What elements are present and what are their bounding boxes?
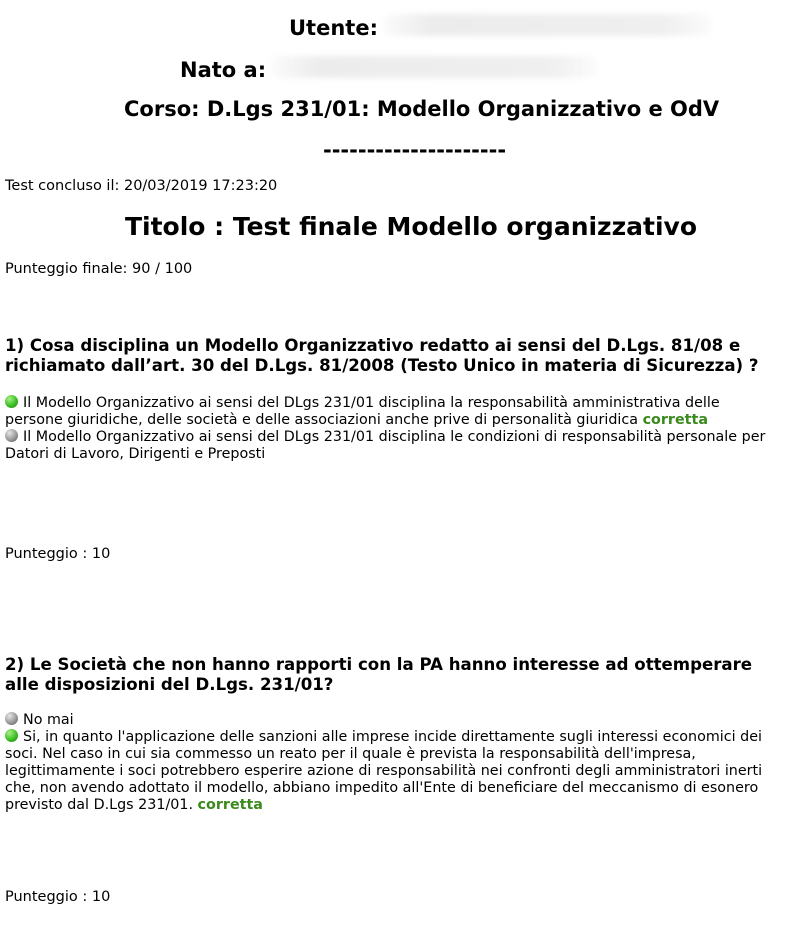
answer-item [5,729,775,814]
answer-text: Si, in quanto l'applicazione delle sanzioni alle imprese incide direttamente sugli interessi economici dei soci. Nel caso in cui sia commesso un reato per il quale è prevista la responsabilità dell'impresa, legittimamente i soci potrebbero esperire azione di responsabilità nei confronti degli amministratori inerti che, non avendo adottato il modello, abbiano impedito all'Ente di beneficiare del meccanismo di esonero previsto dal D.Lgs 231/01. [5,729,763,813]
born-label: Nato a: [180,58,267,82]
question-1-score: Punteggio : 10 [5,546,111,562]
neutral-status-icon [5,712,18,725]
question-2-text: 2) Le Società che non hanno rapporti con la PA hanno interesse ad ottemperare alle disposizioni del D.Lgs. 231/01? [5,655,753,694]
question-2-score: Punteggio : 10 [5,889,111,905]
question-1-answers [5,395,775,463]
answer-text: Il Modello Organizzativo ai sensi del DLgs 231/01 disciplina la responsabilità amministrativa delle persone giuridiche, delle società e delle associazioni anche prive di personalità giuridica [5,395,720,428]
separator-line: --------------------- [323,138,507,162]
user-label: Utente: [289,16,378,40]
correct-tag: corretta [642,412,708,428]
question-1-text: 1) Cosa disciplina un Modello Organizzativo redatto ai sensi del D.Lgs. 81/08 e richiamato dall’art. 30 del D.Lgs. 81/2008 (Testo Unico in materia di Sicurezza) ? [5,336,759,375]
answer-text: Il Modello Organizzativo ai sensi del DLgs 231/01 disciplina le condizioni di responsabilità personale per Datori di Lavoro, Dirigenti e Preposti [5,429,766,462]
question-2-answers [5,712,775,814]
answer-item [5,429,775,463]
correct-tag: corretta [197,797,263,813]
answer-item [5,712,775,729]
user-name-redacted [382,14,712,36]
neutral-status-icon [5,429,18,442]
answer-text: No mai [23,712,74,728]
course-title: Corso: D.Lgs 231/01: Modello Organizzativo e OdV [124,97,720,121]
test-completed-date: Test concluso il: 20/03/2019 17:23:20 [5,178,278,194]
final-score: Punteggio finale: 90 / 100 [5,261,193,277]
correct-status-icon [5,729,18,742]
test-title: Titolo : Test finale Modello organizzativo [124,212,698,241]
answer-item [5,395,775,429]
correct-status-icon [5,395,18,408]
birthplace-redacted [270,56,598,78]
